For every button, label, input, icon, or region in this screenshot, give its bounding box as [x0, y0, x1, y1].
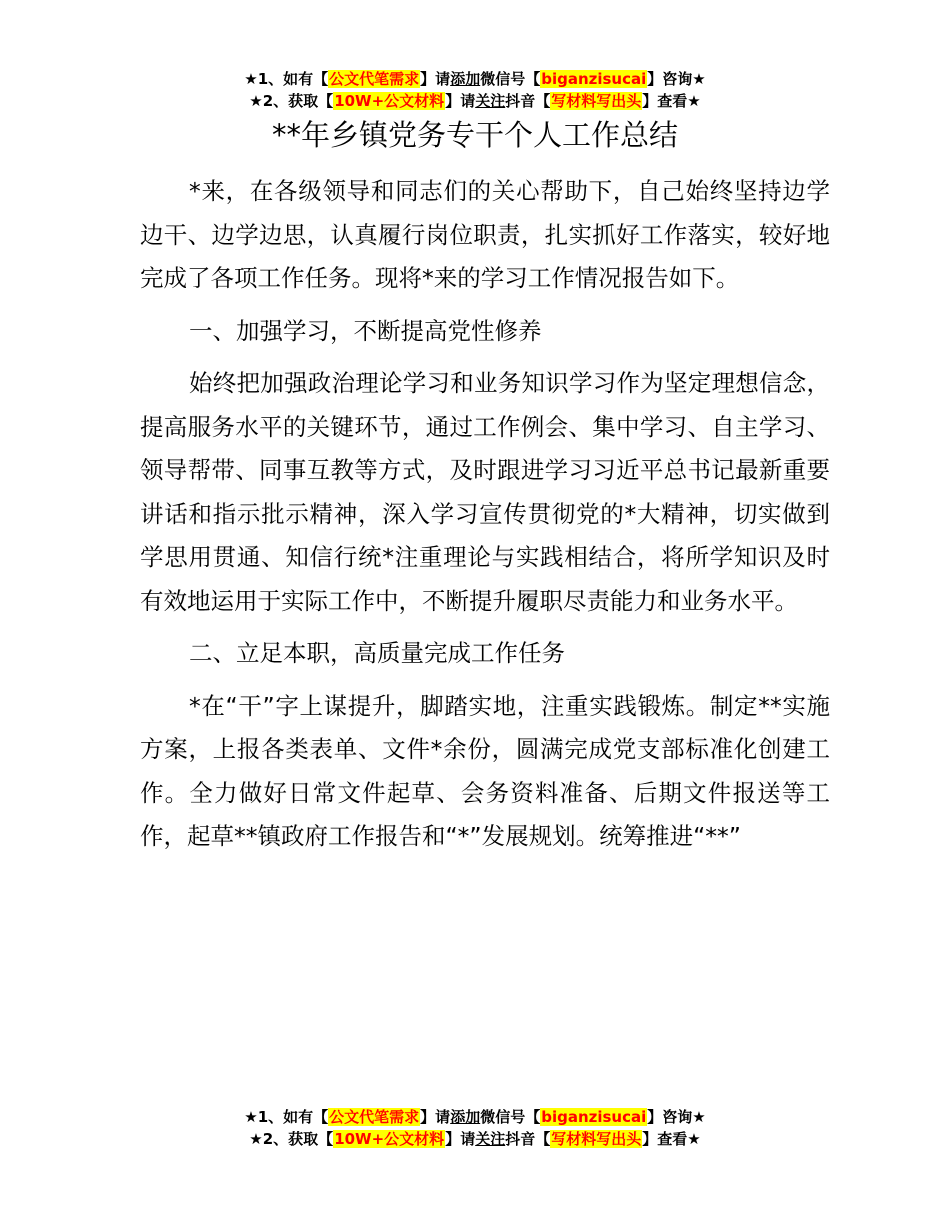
banner-text: 微信号【 [480, 1108, 541, 1126]
banner-text: 】查看★ [642, 92, 701, 110]
banner-text: 】请 [420, 70, 451, 88]
section-heading: 一、加强学习，不断提高党性修养 [189, 316, 542, 345]
banner-text: ★1、如有【 [244, 70, 329, 88]
highlight-douyin-account: 写材料写出头 [551, 1130, 642, 1148]
highlight-wechat-id: biganzisucai [541, 1108, 647, 1126]
banner-text: ★1、如有【 [244, 1108, 329, 1126]
banner-underlined-text: 添加 [450, 1108, 481, 1126]
footer-banner [0, 1106, 950, 1150]
body-paragraph: *在“干”字上谋提升，脚踏实地，注重实践锻炼。制定**实施方案，上报各类表单、文件*余份，圆满完成党支部标准化创建工作。全力做好日常文件起草、会务资料准备、后期文件报送等工作，起草**镇政府工作报告和“*”发展规划。统筹推进“**” [140, 691, 830, 850]
banner-line-2 [0, 90, 950, 112]
highlight-service: 公文代笔需求 [329, 1108, 420, 1126]
banner-text: 抖音【 [505, 92, 551, 110]
banner-text: 】咨询★ [647, 1108, 706, 1126]
highlight-materials: 10W+公文材料 [334, 92, 445, 110]
banner-text: 】请 [420, 1108, 451, 1126]
body-paragraph: *来，在各级领导和同志们的关心帮助下，自己始终坚持边学边干、边学边思，认真履行岗位职责，扎实抓好工作落实，较好地完成了各项工作任务。现将*来的学习工作情况报告如下。 [140, 177, 830, 292]
banner-text: 】请 [445, 1130, 476, 1148]
highlight-douyin-account: 写材料写出头 [551, 92, 642, 110]
section-heading: 二、立足本职，高质量完成工作任务 [189, 639, 565, 667]
banner-line-2 [0, 1128, 950, 1150]
banner-text: 抖音【 [505, 1130, 551, 1148]
banner-line-1 [0, 68, 950, 90]
highlight-materials: 10W+公文材料 [334, 1130, 445, 1148]
banner-text: ★2、获取【 [249, 92, 334, 110]
highlight-wechat-id: biganzisucai [541, 70, 647, 88]
banner-underlined-text: 关注 [475, 1130, 506, 1148]
body-paragraph: 始终把加强政治理论学习和业务知识学习作为坚定理想信念，提高服务水平的关键环节，通过工作例会、集中学习、自主学习、领导帮带、同事互教等方式，及时跟进学习习近平总书记最新重要讲话和指示批示精神，深入学习宣传贯彻党的*大精神，切实做到学思用贯通、知信行统*注重理论与实践相结合，将所学知识及时有效地运用于实际工作中，不断提升履职尽责能力和业务水平。 [140, 369, 830, 615]
banner-text: 微信号【 [480, 70, 541, 88]
highlight-service: 公文代笔需求 [329, 70, 420, 88]
banner-text: 】咨询★ [647, 70, 706, 88]
banner-line-1 [0, 1106, 950, 1128]
banner-text: 】请 [445, 92, 476, 110]
banner-text: ★2、获取【 [249, 1130, 334, 1148]
banner-underlined-text: 关注 [475, 92, 506, 110]
banner-text: 】查看★ [642, 1130, 701, 1148]
banner-underlined-text: 添加 [450, 70, 481, 88]
header-banner [0, 68, 950, 112]
document-body [140, 170, 830, 868]
document-title: **年乡镇党务专干个人工作总结 [271, 118, 678, 152]
